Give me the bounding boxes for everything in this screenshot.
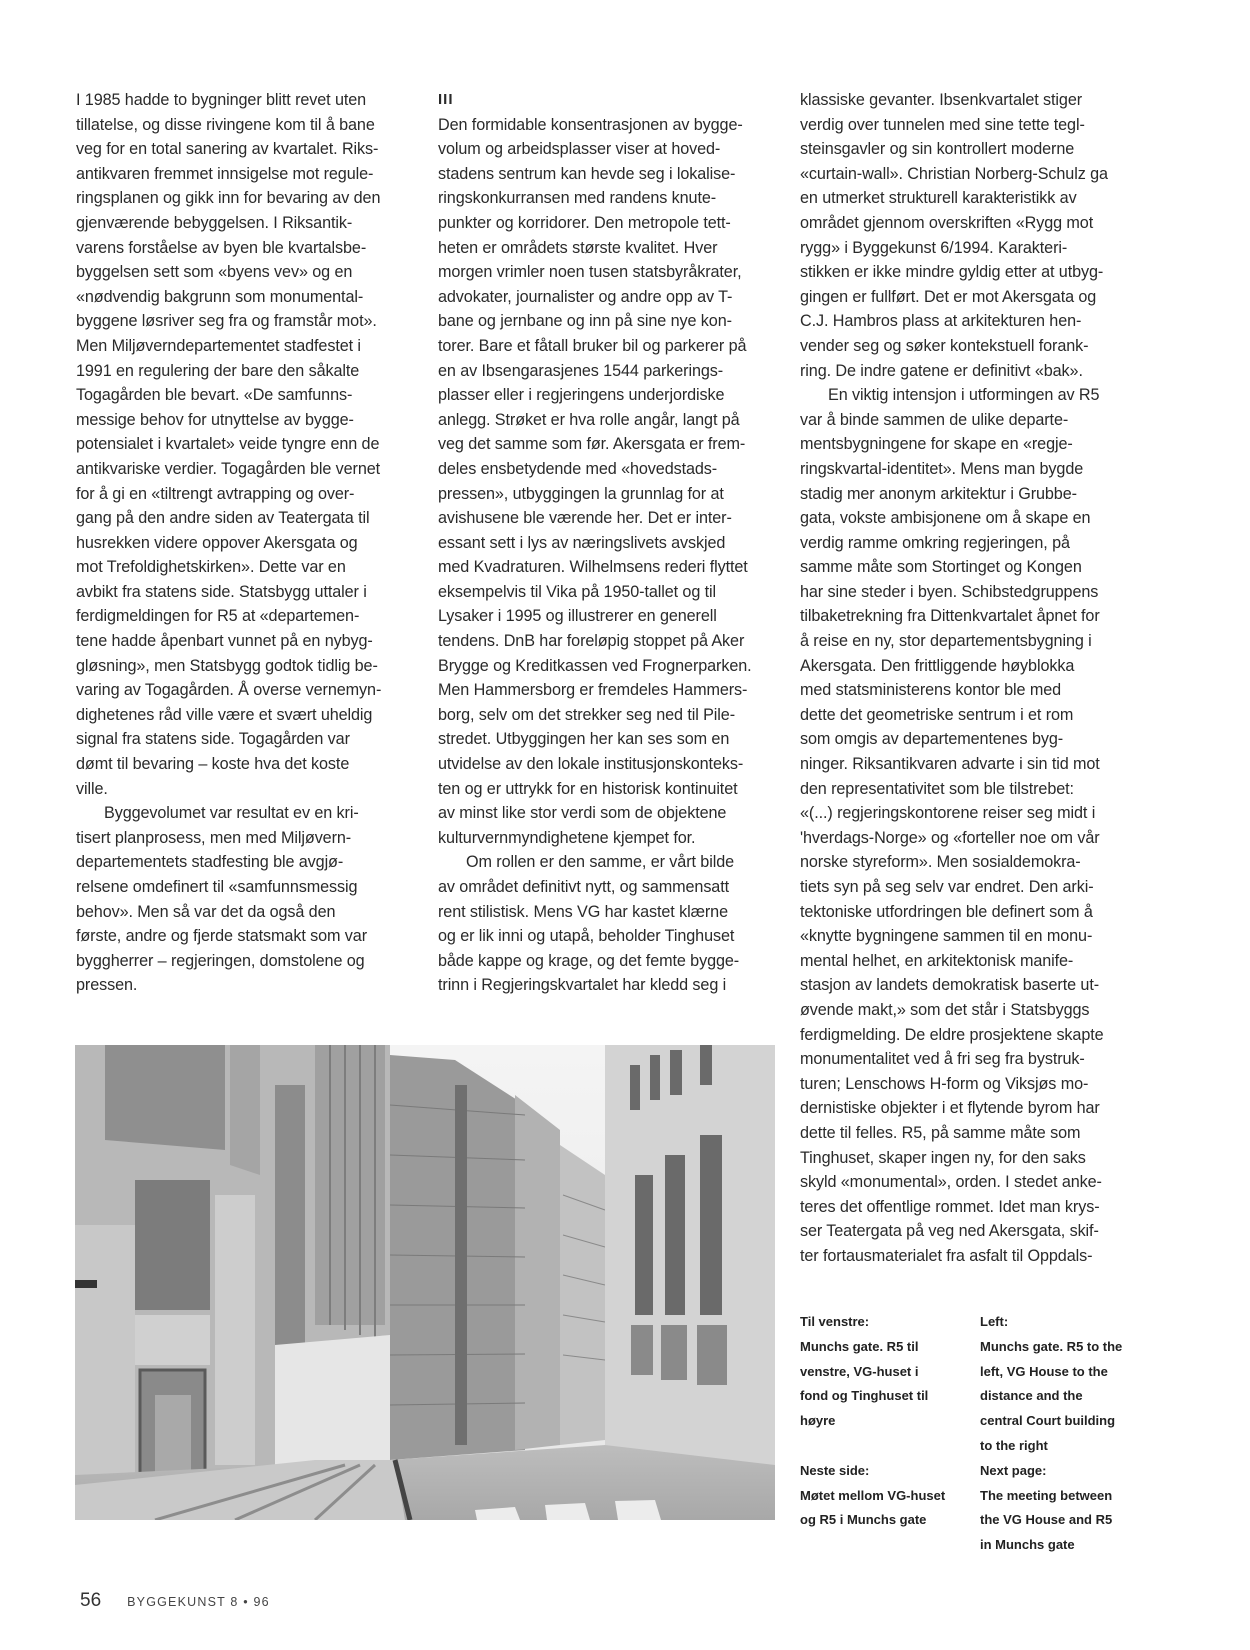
section-number: III (438, 91, 454, 108)
text-line: Togagården ble bevart. «De samfunns- (76, 386, 353, 405)
text-line: norske styreform». Men sosialdemokra- (800, 853, 1081, 872)
text-line: ninger. Riksantikvaren advarte i sin tid mot (800, 755, 1100, 774)
text-line: en utmerket strukturell karakteristikk av (800, 189, 1077, 208)
text-line: turen; Lenschows H-form og Viksjøs mo- (800, 1074, 1089, 1093)
text-line: byggherrer – regjeringen, domstolene og (76, 951, 365, 970)
caption-line: venstre, VG-huset i (800, 1363, 919, 1379)
text-line: gata, vokste ambisjonene om å skape en (800, 509, 1091, 528)
text-line: tisert planprosess, men med Miljøvern- (76, 828, 352, 847)
text-line: tendens. DnB har foreløpig stoppet på Aker (438, 632, 745, 651)
text-line: antikvariske verdier. Togagården ble vernet (76, 459, 381, 478)
text-line: varens forståelse av byen ble kvartalsbe- (76, 238, 367, 257)
text-line: En viktig intensjon i utformingen av R5 (828, 386, 1100, 405)
caption-english (980, 1310, 1160, 1558)
text-line: vender seg og søker kontekstuell forank- (800, 336, 1089, 355)
text-line: pressen», utbyggingen la grunnlag for at (438, 484, 724, 503)
text-line: stikken er ikke mindre gyldig etter at utbyg- (800, 263, 1104, 282)
caption-line: central Court building (980, 1413, 1116, 1429)
text-line: avbikt fra statens side. Statsbygg uttaler i (76, 582, 367, 601)
text-line: 'hverdags-Norge» og «forteller noe om vår (800, 828, 1100, 847)
text-line: signal fra statens side. Togagården var (76, 730, 350, 749)
article-column-1 (76, 88, 406, 998)
text-line: veg det samme som før. Akersgata er frem- (438, 435, 746, 454)
caption-line: Munchs gate. R5 til (800, 1338, 919, 1354)
text-line: ferdigmelding. De eldre prosjektene skapte (800, 1025, 1104, 1044)
text-line: av minst like stor verdi som de objektene (438, 804, 727, 823)
text-line: Om rollen er den samme, er vårt bilde (466, 853, 734, 872)
text-line: tiets syn på seg selv var endret. Den arki- (800, 878, 1094, 896)
text-line: var å binde sammen de ulike departe- (800, 410, 1069, 429)
text-line: ser Teatergata på veg ned Akersgata, skif- (800, 1222, 1099, 1241)
text-line: stadens sentrum kan hevde seg i lokalise- (438, 164, 736, 183)
text-line: for å gi en «tiltrengt avtrapping og over- (76, 484, 355, 503)
caption-line: høyre (800, 1413, 836, 1429)
text-line: øvende makt,» som det står i Statsbyggs (800, 1000, 1090, 1019)
caption-line: Til venstre: (800, 1314, 870, 1329)
caption-line: og R5 i Munchs gate (800, 1512, 927, 1528)
text-line: mentsbygningene for skape en «regje- (800, 435, 1073, 454)
text-line: en av Ibsengarasjenes 1544 parkerings- (438, 361, 724, 380)
text-line: verdig over tunnelen med sine tette tegl- (800, 115, 1085, 134)
caption-line: the VG House and R5 (980, 1512, 1113, 1528)
photo-illustration (75, 1045, 775, 1520)
caption-line: left, VG House to the (980, 1363, 1108, 1379)
text-line: Lysaker i 1995 og illustrerer en generell (438, 607, 717, 626)
page-footer (80, 1590, 270, 1612)
text-line: tillatelse, og disse rivingene kom til å bane (76, 115, 375, 134)
text-line: rygg» i Byggekunst 6/1994. Karakteri- (800, 238, 1068, 257)
caption-line: to the right (980, 1437, 1048, 1453)
text-line: C.J. Hambros plass at arkitekturen hen- (800, 312, 1082, 331)
text-line: gjenværende bebyggelsen. I Riksantik- (76, 213, 353, 232)
text-line: stadig mer anonym arkitektur i Grubbe- (800, 484, 1077, 503)
text-line: relsene omdefinert til «samfunnsmessig (76, 878, 358, 896)
text-line: og er lik inni og utapå, beholder Tinghuset (438, 927, 735, 946)
text-line: «curtain-wall». Christian Norberg-Schulz ga (800, 164, 1108, 183)
text-line: Men Hammersborg er fremdeles Hammers- (438, 681, 748, 700)
text-line: Tinghuset, skaper ingen ny, for den saks (800, 1148, 1086, 1167)
text-line: gang på den andre siden av Teatergata til (76, 509, 370, 528)
text-line: dømt til bevaring – koste hva det koste (76, 755, 350, 774)
text-line: steinsgavler og sin kontrollert moderne (800, 140, 1075, 159)
text-line: bane og jernbane og inn på sine nye kon- (438, 312, 732, 331)
text-line: teres det offentlige rommet. Idet man krys- (800, 1197, 1100, 1216)
text-line: skyld «monumental», orden. I stedet anke- (800, 1173, 1102, 1192)
caption-line: Neste side: (800, 1462, 870, 1478)
text-line: dette til felles. R5, på samme måte som (800, 1123, 1081, 1142)
text-line: eksempelvis til Vika på 1950-tallet og til (438, 582, 717, 601)
text-line: avishusene ble værende her. Det er inter- (438, 509, 732, 528)
text-line: I 1985 hadde to bygninger blitt revet uten (76, 91, 367, 109)
caption-line: Møtet mellom VG-huset (800, 1487, 946, 1503)
text-line: gløsning», men Statsbygg godtok tidlig be- (76, 656, 378, 675)
text-line: første, andre og fjerde statsmakt som var (76, 927, 367, 946)
caption-line: Munchs gate. R5 to the (980, 1338, 1123, 1354)
caption-line: distance and the (980, 1388, 1083, 1404)
text-line: har sine steder i byen. Schibstedgruppens (800, 582, 1099, 601)
article-column-2 (438, 88, 768, 998)
text-line: ferdigmeldingen for R5 at «departemen- (76, 607, 360, 626)
text-line: med Kvadraturen. Wilhelmsens rederi flyttet (438, 558, 748, 577)
text-line: mental helhet, en arkitektonisk manife- (800, 951, 1074, 970)
text-line: dighetenes råd ville være et svært uheldig (76, 705, 373, 724)
text-line: messige behov for utnyttelse av bygge- (76, 410, 354, 429)
text-line: anlegg. Strøket er hva rolle angår, langt på (438, 410, 740, 429)
text-line: både kappe og krage, og det femte bygge- (438, 951, 740, 970)
text-line: av området definitivt nytt, og sammensatt (438, 878, 730, 896)
text-line: husrekken videre oppover Akersgata og (76, 533, 358, 552)
text-line: dernistiske objekter i et flytende byrom har (800, 1099, 1100, 1118)
text-line: 1991 en regulering der bare den såkalte (76, 361, 360, 380)
text-line: ringskonkurransen med randens knute- (438, 189, 717, 208)
text-line: varing av Togagården. Å overse vernemyn- (76, 681, 382, 700)
magazine-issue: BYGGEKUNST 8 • 96 (127, 1595, 270, 1609)
caption-line (800, 1434, 975, 1459)
text-line: området gjennom overskriften «Rygg mot (800, 213, 1094, 232)
text-line: gingen er fullført. Det er mot Akersgata og (800, 287, 1097, 306)
text-line: stasjon av landets demokratisk baserte ut- (800, 976, 1100, 995)
text-line: monumentalitet ved å fri seg fra bystruk- (800, 1050, 1085, 1069)
text-line: dette det geometriske sentrum i et rom (800, 705, 1074, 724)
text-line: ten og er uttrykk for en historisk kontinuitet (438, 779, 738, 798)
text-line: Akersgata. Den frittliggende høyblokka (800, 656, 1075, 675)
text-line: byggene løsriver seg fra og framstår mot». (76, 312, 377, 331)
text-line: tilbaketrekning fra Dittenkvartalet åpnet for (800, 607, 1100, 626)
text-line: pressen. (76, 976, 138, 995)
text-line: ringskvartal-identitet». Mens man bygde (800, 459, 1084, 478)
text-line: essant sett i lys av næringslivets avskjed (438, 533, 726, 552)
text-line: veg for en total sanering av kvartalet. Riks- (76, 140, 379, 159)
text-line: Men Miljøverndepartementet stadfestet i (76, 336, 361, 355)
text-line: samme måte som Stortinget og Kongen (800, 558, 1082, 577)
text-line: tene hadde åpenbart vunnet på en nybyg- (76, 632, 373, 651)
text-line: heten er områdets største kvalitet. Hver (438, 238, 718, 257)
text-line: advokater, journalister og andre opp av T- (438, 287, 733, 306)
text-line: borg, selv om det strekker seg ned til Pile- (438, 705, 735, 724)
text-line: som omgis av departementenes byg- (800, 730, 1064, 749)
text-line: departementets stadfesting ble avgjø- (76, 853, 344, 872)
text-line: den representativitet som ble tilstrebet: (800, 779, 1074, 798)
page-number: 56 (80, 1590, 102, 1611)
text-line: ringsplanen og gikk inn for bevaring av den (76, 189, 381, 208)
text-line: ville. (76, 779, 108, 798)
text-line: deles ensbetydende med «hovedstads- (438, 459, 718, 478)
street-photo (75, 1045, 775, 1520)
text-line: plasser eller i regjeringens underjordiske (438, 386, 725, 405)
text-line: volum og arbeidsplasser viser at hoved- (438, 140, 721, 159)
text-line: Den formidable konsentrasjonen av bygge- (438, 115, 743, 134)
text-line: byggelsen sett som «byens vev» og en (76, 263, 353, 282)
text-line: med statsministerens kontor ble med (800, 681, 1062, 700)
caption-line: The meeting between (980, 1487, 1113, 1503)
caption-line: Left: (980, 1314, 1009, 1329)
text-line: potensialet i kvartalet» veide tyngre enn de (76, 435, 380, 454)
text-line: morgen vrimler noen tusen statsbyråkrater, (438, 263, 742, 282)
text-line: trinn i Regjeringskvartalet har kledd seg i (438, 976, 727, 995)
text-line: ring. De indre gatene er definitivt «bak». (800, 361, 1083, 380)
text-line: Byggevolumet var resultat ev en kri- (104, 804, 359, 823)
text-line: antikvaren fremmet innsigelse mot regule- (76, 164, 374, 183)
text-line: «(...) regjeringskontorene reiser seg midt i (800, 804, 1096, 823)
text-line: verdig ramme omkring regjeringen, på (800, 533, 1070, 552)
text-line: ter fortausmaterialet fra asfalt til Oppdals- (800, 1246, 1093, 1265)
caption-line: fond og Tinghuset til (800, 1388, 929, 1404)
text-line: rent stilistisk. Mens VG har kastet klærne (438, 902, 728, 921)
text-line: mot Trefoldighetskirken». Dette var en (76, 558, 346, 577)
caption-norwegian (800, 1310, 975, 1533)
caption-line: in Munchs gate (980, 1537, 1075, 1553)
article-column-3 (800, 88, 1130, 1269)
text-line: klassiske gevanter. Ibsenkvartalet stiger (800, 91, 1083, 109)
text-line: stredet. Utbyggingen her kan ses som en (438, 730, 730, 749)
text-line: «nødvendig bakgrunn som monumental- (76, 287, 364, 306)
text-line: Brygge og Kreditkassen ved Frognerparken. (438, 656, 752, 675)
caption-line: Next page: (980, 1462, 1047, 1478)
text-line: punkter og korridorer. Den metropole tett- (438, 213, 731, 232)
text-line: torer. Bare et fåtall bruker bil og parkerer på (438, 336, 747, 355)
text-line: tektoniske utfordringen ble definert som å (800, 902, 1093, 921)
text-line: utvidelse av den lokale institusjonskonteks- (438, 755, 744, 774)
text-line: behov». Men så var det da også den (76, 902, 336, 921)
text-line: å reise en ny, stor departementsbygning i (800, 632, 1092, 651)
text-line: kulturvernmyndighetene kjempet for. (438, 828, 696, 847)
text-line: «knytte bygningene sammen til en monu- (800, 927, 1093, 946)
